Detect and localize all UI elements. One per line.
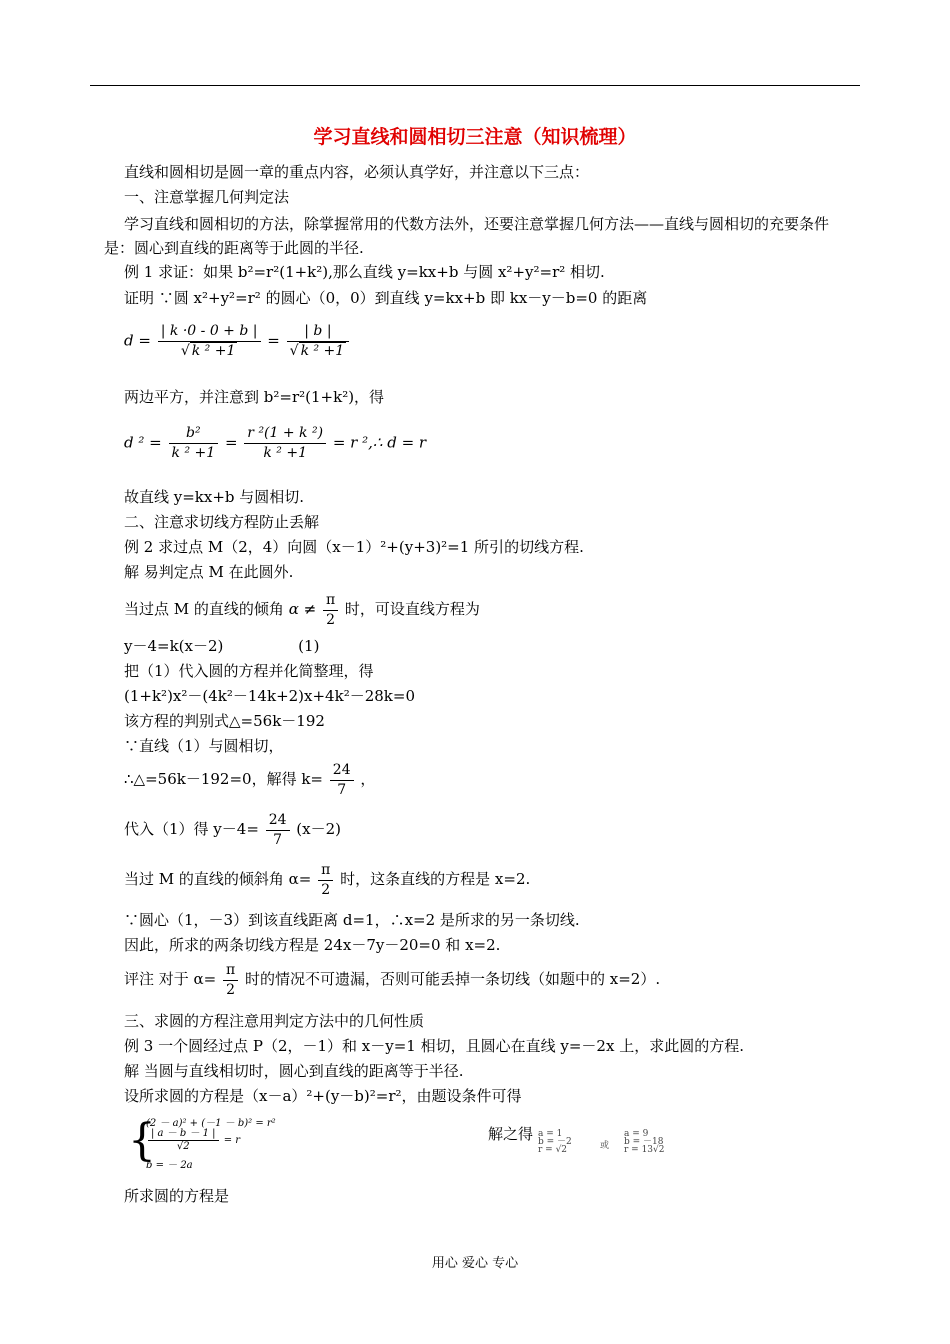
k-fraction-2: $\frac{24}{7}$	[266, 811, 290, 850]
pi-over-2-a: $\frac{\pi}{2}$	[323, 591, 338, 630]
substitute-line: 把（1）代入圆的方程并化简整理，得	[124, 662, 374, 680]
equation-system	[128, 1112, 478, 1170]
fraction-2	[287, 322, 350, 361]
solution-b-2: b = －18	[624, 1137, 664, 1147]
example-3: 例 3 一个圆经过点 P（2，－1）和 x－y=1 相切，且圆心在直线 y=－2x 上，求此圆的方程.	[124, 1037, 744, 1055]
k-fraction: $\frac{24}{7}$	[330, 761, 354, 800]
note-text: 评注 对于 α=	[124, 970, 217, 988]
system-brace: {	[128, 1115, 156, 1166]
center-distance-line: ∵圆心（1，－3）到该直线距离 d=1，∴x=2 是所求的另一条切线.	[124, 911, 580, 929]
fraction-2-den: √ k ² +1	[289, 343, 345, 359]
page-footer: 用心 爱心 专心	[431, 1256, 519, 1271]
system-eq-2: $\frac{| a - b - 1 |}{√2}$ = r	[146, 1128, 240, 1153]
paragraph-1: 学习直线和圆相切的方法，除掌握常用的代数方法外，还要注意掌握几何方法——直线与圆相切的充要条件是：圆心到直线的距离等于此圆的半径.	[104, 215, 830, 257]
d2-lhs: d ² =	[124, 433, 162, 452]
solution-3: 解 当圆与直线相切时，圆心到直线的距离等于半径.	[124, 1062, 464, 1080]
equation-1	[124, 636, 319, 656]
alpha-neq: α ≠	[288, 600, 317, 618]
solution-a-3: r = √2	[538, 1145, 568, 1155]
or-label: 或	[600, 1141, 610, 1151]
when-line-2	[124, 860, 530, 900]
note-line	[124, 960, 660, 1000]
quadratic-line: (1+k²)x²－(4k²－14k+2)x+4k²－28k=0	[124, 687, 415, 705]
solution-a-1: a = 1	[538, 1129, 563, 1139]
pi-over-2-c: $\frac{\pi}{2}$	[223, 961, 238, 1000]
top-rule	[90, 85, 860, 86]
intro-line: 直线和圆相切是圆一章的重点内容，必须认真学好，并注意以下三点：	[124, 163, 590, 181]
proof-line: 证明 ∵圆 x²+y²=r² 的圆心（0，0）到直线 y=kx+b 即 kx－y－b=0 的距离	[124, 289, 648, 307]
substitute-k-line	[124, 810, 341, 850]
final-line: 所求圆的方程是	[124, 1187, 230, 1205]
section-1-heading: 一、注意掌握几何判定法	[124, 188, 290, 206]
example-1: 例 1 求证：如果 b²=r²(1+k²),那么直线 y=kx+b 与圆 x²+y²=r² 相切.	[124, 263, 605, 281]
solution-b-3: r = 13√2	[624, 1145, 665, 1155]
solve-k-tail: ，	[360, 770, 376, 788]
discriminant-line: 该方程的判别式△=56k－192	[124, 712, 325, 730]
fraction-3	[169, 424, 219, 463]
fraction-3-den: k ² +1	[171, 445, 216, 461]
equals-sign: =	[267, 331, 280, 350]
when-2-tail: 时，这条直线的方程是 x=2.	[340, 870, 531, 888]
note-tail: 时的情况不可遗漏，否则可能丢掉一条切线（如题中的 x=2）.	[245, 970, 661, 988]
fraction-3-num: b²	[169, 424, 219, 444]
system-eq-3: b = － 2a	[146, 1160, 193, 1171]
equation-1-tag: (1)	[298, 637, 320, 655]
solution-a-2: b = －2	[538, 1137, 572, 1147]
tangent-line: ∵直线（1）与圆相切，	[124, 737, 284, 755]
solution-b-1: a = 9	[624, 1129, 649, 1139]
d2-tail: = r ²,∴ d = r	[332, 433, 427, 452]
solve-k-line	[124, 760, 375, 800]
substitute-k-tail: (x－2)	[296, 820, 342, 838]
distance-formula	[124, 322, 351, 361]
solved-label: 解之得	[488, 1125, 534, 1143]
fraction-4-num: r ²(1 + k ²)	[244, 424, 326, 444]
when-1-tail: 时，可设直线方程为	[344, 600, 480, 618]
equation-1-text: y－4=k(x－2)	[124, 637, 224, 655]
when-2-text: 当过 M 的直线的倾斜角 α=	[124, 870, 312, 888]
fraction-4-den: k ² +1	[263, 445, 307, 461]
substitute-k-text: 代入（1）得 y－4=	[124, 820, 259, 838]
fraction-1-num: | k ·0 - 0 + b |	[158, 322, 261, 342]
solution-2: 解 易判定点 M 在此圆外.	[124, 563, 294, 581]
section-3-heading: 三、求圆的方程注意用判定方法中的几何性质	[124, 1012, 425, 1030]
conclusion-1: 故直线 y=kx+b 与圆相切.	[124, 488, 305, 506]
when-line-1	[124, 590, 480, 630]
fraction-4	[244, 424, 326, 463]
fraction-1	[158, 322, 261, 361]
d-lhs: d =	[124, 331, 151, 350]
when-1-text: 当过点 M 的直线的倾角	[124, 600, 284, 618]
system-eq-1: (2 － a)² + (－1 － b)² = r²	[146, 1118, 276, 1129]
fraction-1-den: √ k ² +1	[180, 343, 236, 359]
solve-k-text: ∴△=56k－192=0，解得 k=	[124, 770, 323, 788]
pi-over-2-b: $\frac{\pi}{2}$	[318, 861, 333, 900]
section-2-heading: 二、注意求切线方程防止丢解	[124, 513, 320, 531]
result-line: 因此，所求的两条切线方程是 24x－7y－20=0 和 x=2.	[124, 936, 501, 954]
d-squared-formula: d ² = $\frac{\text{b²}}{\text{k ² +1}}$ = $\frac{\text{r ²(1 + k ²)}}{\text{k ² +1}}$ = r ²,∴ d = r	[124, 425, 427, 461]
solution-b	[624, 1130, 664, 1154]
setup-line: 设所求圆的方程是（x－a）²+(y－b)²=r²，由题设条件可得	[124, 1087, 522, 1105]
square-line: 两边平方，并注意到 b²=r²(1+k²)，得	[124, 388, 385, 406]
page-title: 学习直线和圆相切三注意（知识梳理）	[313, 126, 637, 148]
example-2: 例 2 求过点 M（2，4）向圆（x－1）²+(y+3)²=1 所引的切线方程.	[124, 538, 584, 556]
fraction-2-num: | b |	[287, 322, 350, 342]
solution-a	[538, 1130, 572, 1154]
